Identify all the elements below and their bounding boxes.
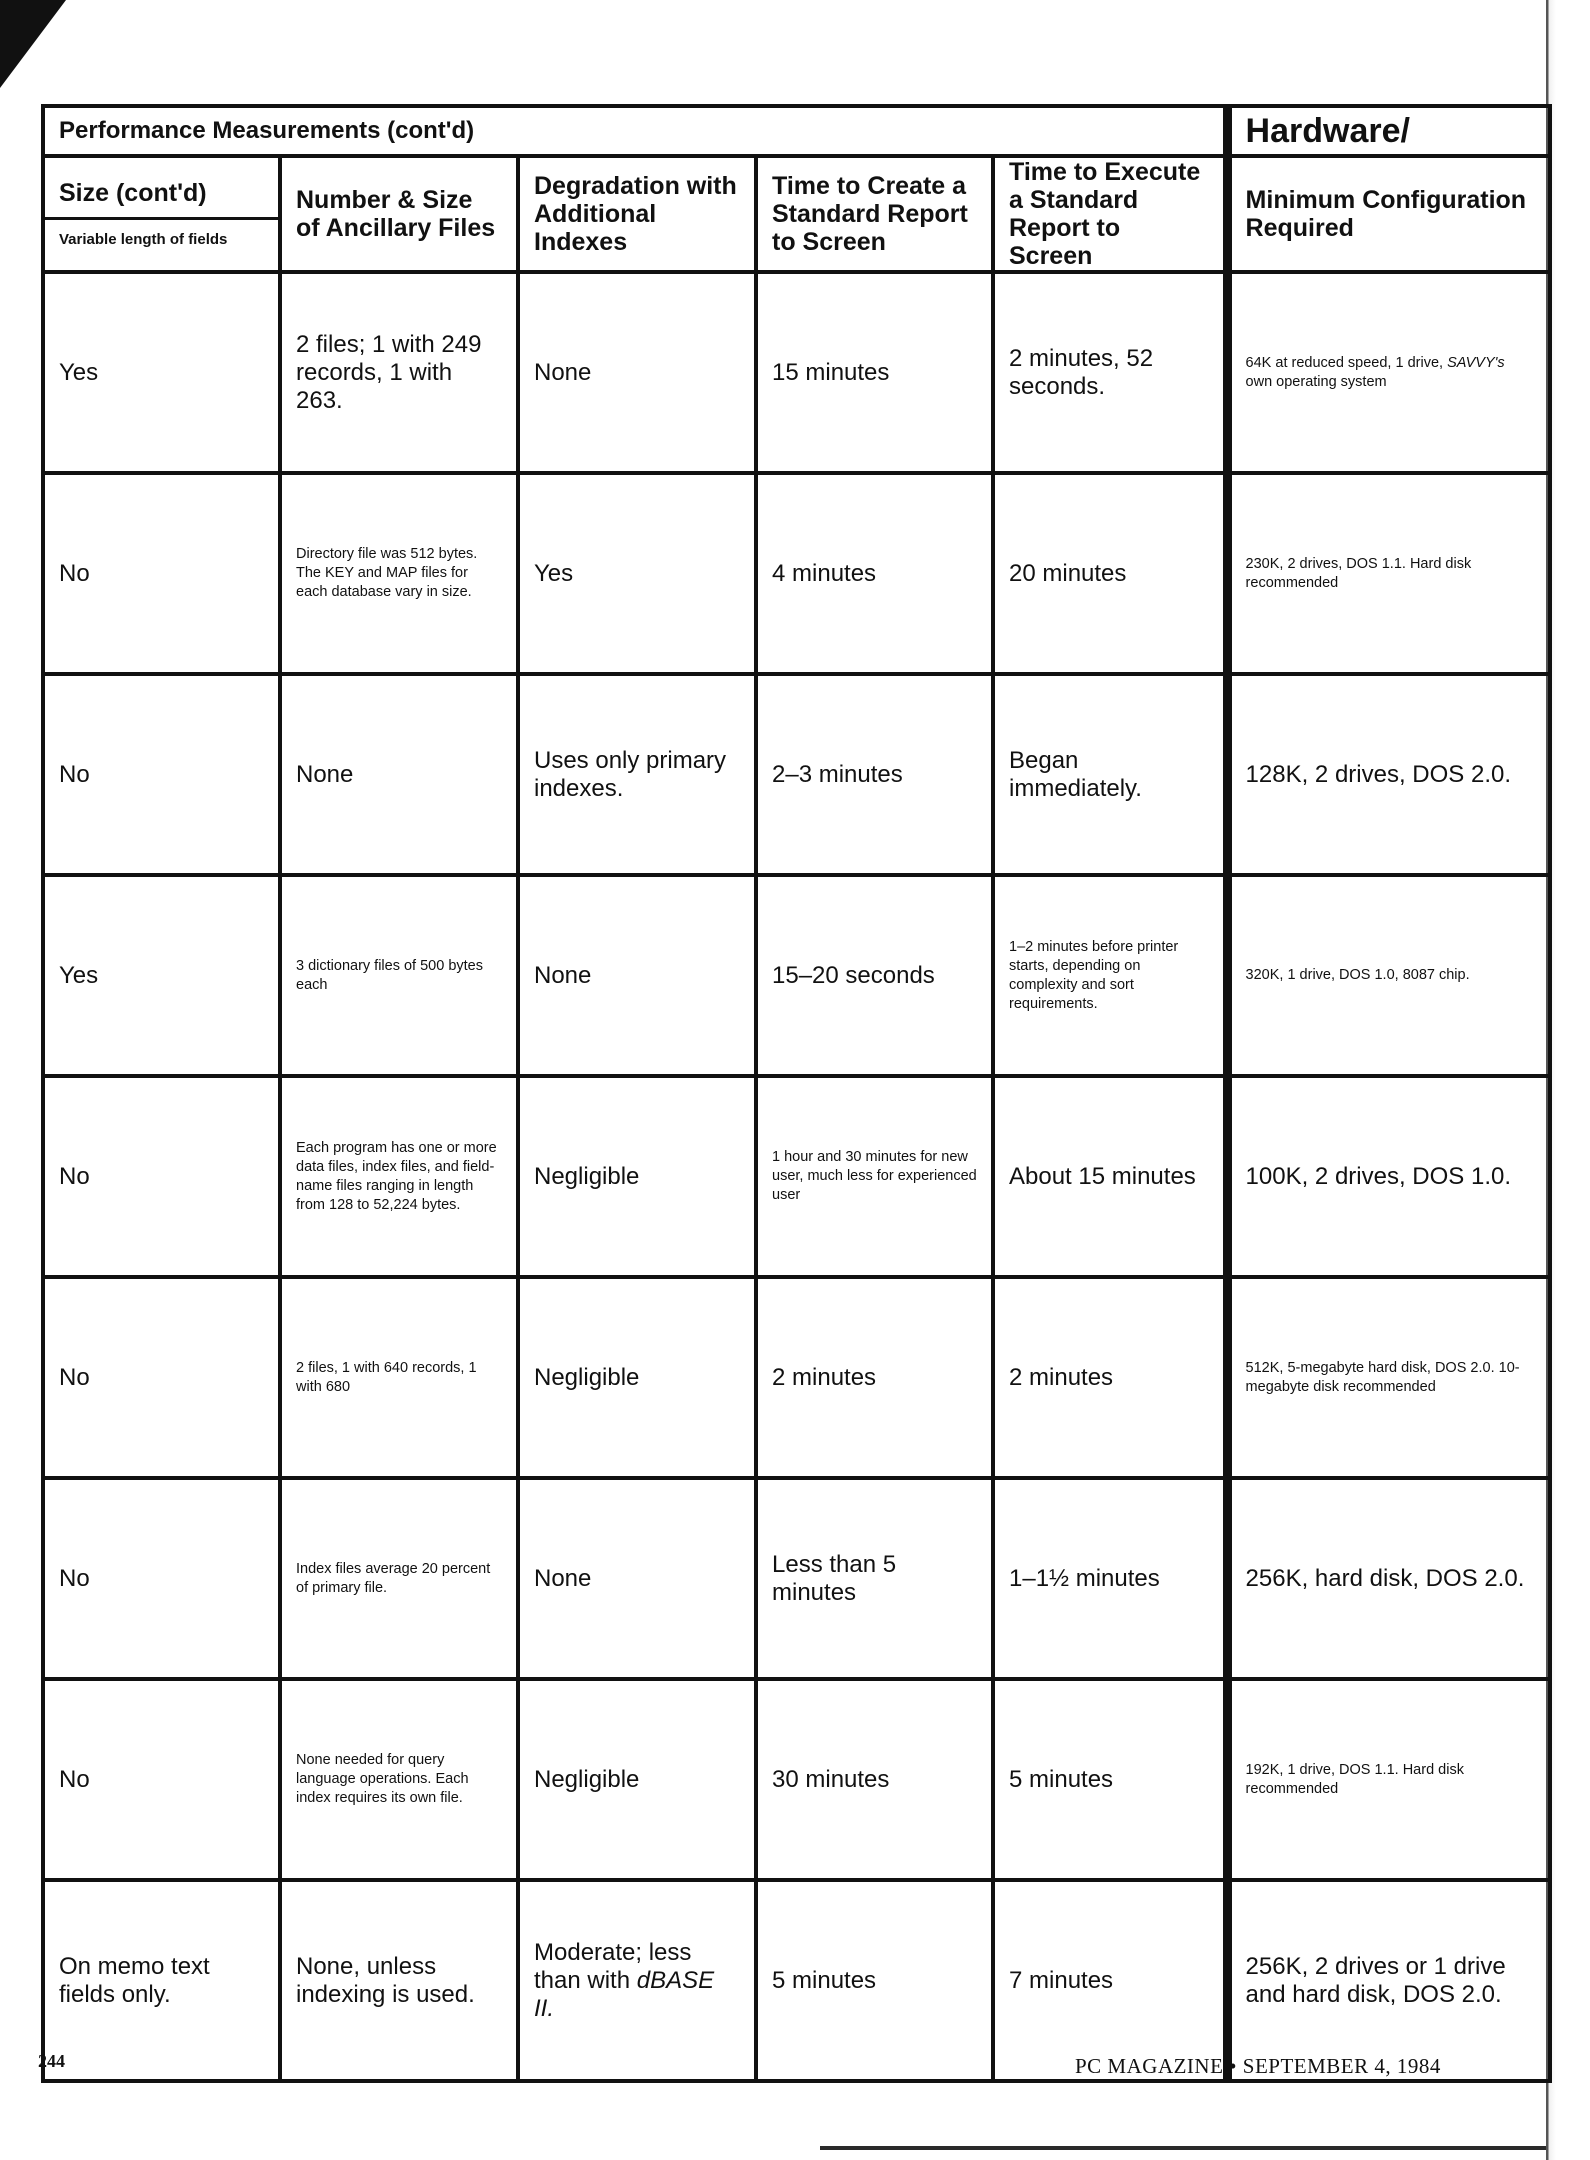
cell-min-configuration: 512K, 5-megabyte hard disk, DOS 2.0. 10-megabyte disk recommended xyxy=(1227,1277,1550,1478)
table-row xyxy=(43,1679,1550,1880)
cell-size: No xyxy=(43,473,280,674)
cell-degradation: Negligible xyxy=(518,1076,756,1277)
page-corner-mark xyxy=(0,0,66,88)
cell-size: No xyxy=(43,674,280,875)
table-row xyxy=(43,473,1550,674)
cell-min-configuration: 192K, 1 drive, DOS 1.1. Hard disk recommended xyxy=(1227,1679,1550,1880)
table-title: Performance Measurements (cont'd) xyxy=(43,106,1227,156)
header-size-label: Size (cont'd) xyxy=(45,169,278,220)
cell-time-to-execute: 1–2 minutes before printer starts, depending on complexity and sort requirements. xyxy=(993,875,1227,1076)
cell-time-to-create: 30 minutes xyxy=(756,1679,993,1880)
cell-min-configuration xyxy=(1227,272,1550,473)
cell-size: No xyxy=(43,1478,280,1679)
header-min-configuration: Minimum Configuration Required xyxy=(1227,156,1550,272)
header-size xyxy=(43,156,280,272)
table-row xyxy=(43,272,1550,473)
cell-time-to-create: 4 minutes xyxy=(756,473,993,674)
cell-time-to-execute: 1–1½ minutes xyxy=(993,1478,1227,1679)
header-time-to-create: Time to Create a Standard Report to Screen xyxy=(756,156,993,272)
cell-min-configuration: 230K, 2 drives, DOS 1.1. Hard disk recommended xyxy=(1227,473,1550,674)
cell-ancillary-files: None xyxy=(280,674,518,875)
table-title-row xyxy=(43,106,1550,156)
cell-time-to-create: Less than 5 minutes xyxy=(756,1478,993,1679)
cell-time-to-execute: 2 minutes xyxy=(993,1277,1227,1478)
config-product-name: SAVVY's xyxy=(1447,354,1505,371)
degradation-product-name: dBASE II. xyxy=(534,1966,715,2022)
cell-time-to-execute: 7 minutes xyxy=(993,1880,1227,2081)
cell-size: No xyxy=(43,1076,280,1277)
cell-time-to-create: 2–3 minutes xyxy=(756,674,993,875)
cell-time-to-execute: 5 minutes xyxy=(993,1679,1227,1880)
cell-degradation: None xyxy=(518,272,756,473)
table-row xyxy=(43,674,1550,875)
config-text: 64K at reduced speed, 1 drive, xyxy=(1245,354,1448,371)
hardware-section-header: Hardware/ xyxy=(1227,106,1550,156)
column-header-row xyxy=(43,156,1550,272)
config-text-end: own operating system xyxy=(1245,373,1387,390)
cell-time-to-create: 15 minutes xyxy=(756,272,993,473)
header-time-to-execute: Time to Execute a Standard Report to Screen xyxy=(993,156,1227,272)
cell-time-to-execute: About 15 minutes xyxy=(993,1076,1227,1277)
cell-min-configuration: 100K, 2 drives, DOS 1.0. xyxy=(1227,1076,1550,1277)
cell-min-configuration: 256K, hard disk, DOS 2.0. xyxy=(1227,1478,1550,1679)
cell-degradation: None xyxy=(518,875,756,1076)
header-ancillary-files: Number & Size of Ancillary Files xyxy=(280,156,518,272)
cell-degradation: Yes xyxy=(518,473,756,674)
header-degradation: Degradation with Additional Indexes xyxy=(518,156,756,272)
cell-size: Yes xyxy=(43,875,280,1076)
cell-degradation: Uses only primary indexes. xyxy=(518,674,756,875)
cell-time-to-execute: 2 minutes, 52 seconds. xyxy=(993,272,1227,473)
publication-footer: PC MAGAZINE • SEPTEMBER 4, 1984 xyxy=(1075,2054,1441,2078)
cell-ancillary-files: Directory file was 512 bytes. The KEY and MAP files for each database vary in size. xyxy=(280,473,518,674)
cell-size: No xyxy=(43,1679,280,1880)
cell-time-to-execute: 20 minutes xyxy=(993,473,1227,674)
table-row xyxy=(43,1880,1550,2081)
table-row xyxy=(43,1478,1550,1679)
cell-ancillary-files: Each program has one or more data files, index files, and field-name files ranging in length from 128 to 52,224 bytes. xyxy=(280,1076,518,1277)
cell-ancillary-files: Index files average 20 percent of primary file. xyxy=(280,1478,518,1679)
degradation-text: Moderate; less than with xyxy=(534,1938,692,1994)
cell-size: On memo text fields only. xyxy=(43,1880,280,2081)
cell-time-to-create: 2 minutes xyxy=(756,1277,993,1478)
header-size-sublabel: Variable length of fields xyxy=(59,230,228,248)
cell-time-to-execute: Began immediately. xyxy=(993,674,1227,875)
cell-ancillary-files: 2 files; 1 with 249 records, 1 with 263. xyxy=(280,272,518,473)
cell-degradation: None xyxy=(518,1478,756,1679)
performance-table xyxy=(41,104,1552,2083)
cell-size: No xyxy=(43,1277,280,1478)
cell-size: Yes xyxy=(43,272,280,473)
table-row xyxy=(43,1076,1550,1277)
cell-time-to-create: 15–20 seconds xyxy=(756,875,993,1076)
page-number: 244 xyxy=(38,2051,65,2071)
cell-ancillary-files: 2 files, 1 with 640 records, 1 with 680 xyxy=(280,1277,518,1478)
cell-degradation: Negligible xyxy=(518,1679,756,1880)
cell-degradation: Negligible xyxy=(518,1277,756,1478)
cell-ancillary-files: None needed for query language operations. Each index requires its own file. xyxy=(280,1679,518,1880)
table-row xyxy=(43,1277,1550,1478)
page-bottom-shade xyxy=(820,2146,1546,2150)
cell-degradation xyxy=(518,1880,756,2081)
cell-time-to-create: 1 hour and 30 minutes for new user, much less for experienced user xyxy=(756,1076,993,1277)
cell-time-to-create: 5 minutes xyxy=(756,1880,993,2081)
cell-min-configuration: 256K, 2 drives or 1 drive and hard disk, DOS 2.0. xyxy=(1227,1880,1550,2081)
cell-min-configuration: 320K, 1 drive, DOS 1.0, 8087 chip. xyxy=(1227,875,1550,1076)
cell-ancillary-files: 3 dictionary files of 500 bytes each xyxy=(280,875,518,1076)
cell-ancillary-files: None, unless indexing is used. xyxy=(280,1880,518,2081)
table-row xyxy=(43,875,1550,1076)
cell-min-configuration: 128K, 2 drives, DOS 2.0. xyxy=(1227,674,1550,875)
